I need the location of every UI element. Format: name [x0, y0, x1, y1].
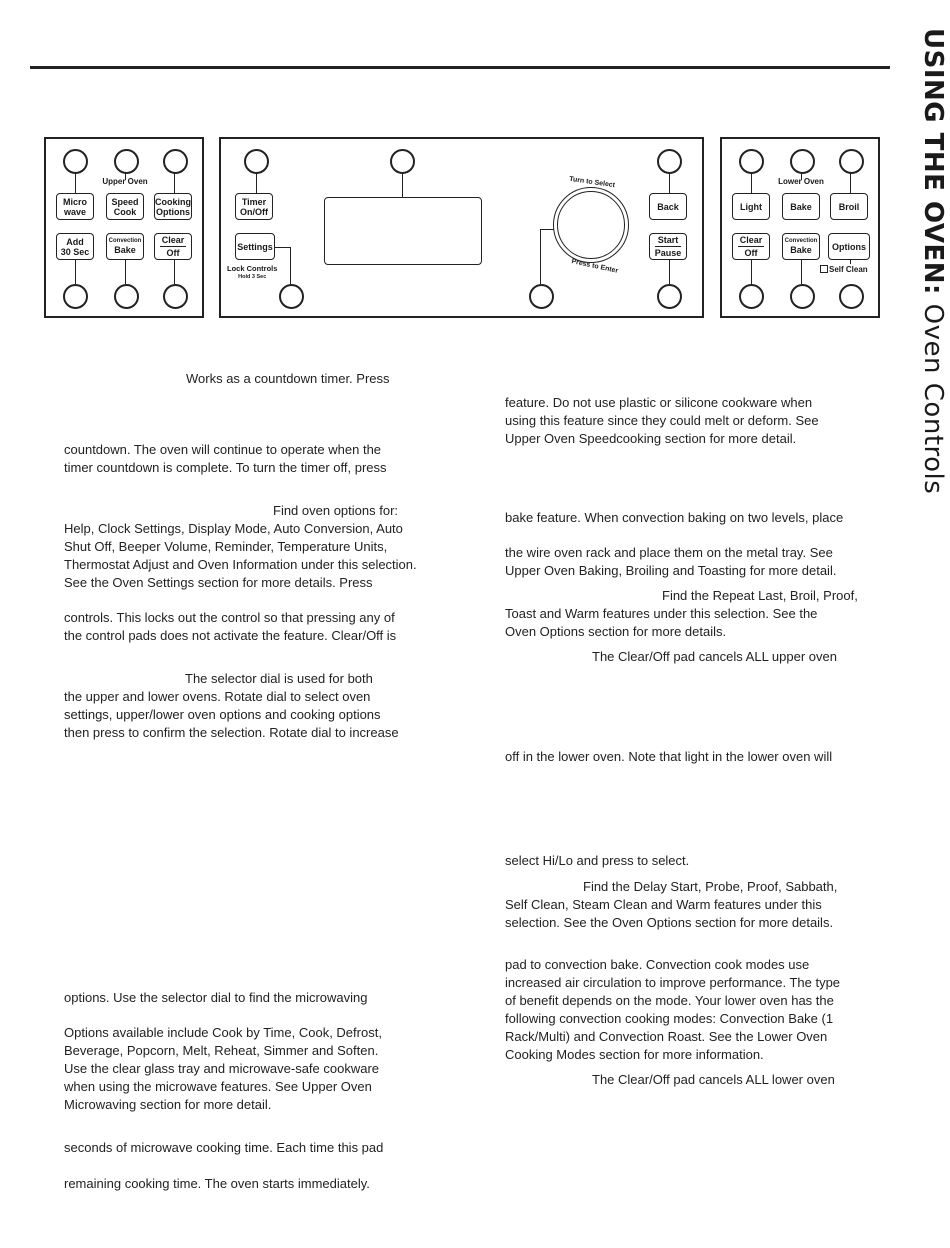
settings-description: Find oven options for: — [273, 503, 399, 518]
lock-controls-description: controls. This locks out the control so that pressing any of the control pads does not activate the feature. Clear/Off is — [64, 610, 397, 643]
callout-circle — [657, 284, 682, 309]
lower-convection-bake-description: pad to convection bake. Convection cook modes use increased air circulation to improve performance. The type of benefit depends on the mode. Your lower oven has the following convection cooking modes: Convection Bake (1 Rack/Multi) and Convection Roast. See the Lower Oven Cooking Modes section for more information. — [505, 957, 841, 1062]
lower-convection-bake-button[interactable]: Convection Bake — [782, 233, 820, 260]
callout-circle — [244, 149, 269, 174]
lower-clear-off-description: The Clear/Off pad cancels ALL lower oven — [592, 1072, 835, 1087]
cooking-options-button[interactable]: Cooking Options — [154, 193, 192, 220]
upper-clear-off-description: The Clear/Off pad cancels ALL upper oven — [592, 649, 837, 664]
upper-oven-label: Upper Oven — [102, 177, 148, 186]
callout-circle — [657, 149, 682, 174]
display-screen — [324, 197, 482, 265]
options-button[interactable]: Options — [828, 233, 870, 260]
add-30-sec-description: seconds of microwave cooking time. Each time this pad — [64, 1140, 384, 1155]
speed-cook-button[interactable]: Speed Cook — [106, 193, 144, 220]
microwave-button[interactable]: Micro wave — [56, 193, 94, 220]
callout-circle — [529, 284, 554, 309]
center-control-panel — [219, 137, 704, 318]
self-clean-label: Self Clean — [820, 265, 868, 274]
callout-circle — [739, 149, 764, 174]
dial-top-label: Turn to Select — [568, 175, 616, 190]
lower-clear-off-button[interactable]: Clear Off — [732, 233, 770, 260]
callout-circle — [114, 149, 139, 174]
light-description: off in the lower oven. Note that light in the lower oven will — [505, 749, 833, 764]
selector-dial-description: The selector dial is used for both — [185, 671, 373, 686]
settings-description-cont: Help, Clock Settings, Display Mode, Auto Conversion, Auto Shut Off, Beeper Volume, Reminder, Temperature Units, Thermostat Adjust and Oven Information under this selection. See the Oven Settings section for more details. Press — [64, 521, 417, 590]
upper-convection-bake-button[interactable]: Convection Bake — [106, 233, 144, 260]
timer-button[interactable]: Timer On/Off — [235, 193, 273, 220]
callout-circle — [63, 149, 88, 174]
callout-circle — [739, 284, 764, 309]
broil-button[interactable]: Broil — [830, 193, 868, 220]
back-button[interactable]: Back — [649, 193, 687, 220]
speed-cook-description: feature. Do not use plastic or silicone cookware when using this feature since they could melt or deform. See Upper Oven Speedcooking section for more detail. — [505, 395, 819, 446]
timer-description-cont: countdown. The oven will continue to operate when the timer countdown is complete. To turn the timer off, press — [64, 442, 387, 475]
lock-controls-label: Lock Controls Hold 3 Sec — [227, 264, 278, 280]
dial-bottom-label: Press to Enter — [570, 258, 619, 275]
callout-circle — [63, 284, 88, 309]
cooking-options-description: Find the Repeat Last, Broil, Proof, — [662, 588, 858, 603]
light-button[interactable]: Light — [732, 193, 770, 220]
lower-oven-panel — [720, 137, 880, 318]
options-description-cont: Self Clean, Steam Clean and Warm features under this selection. See the Oven Options section for more details. — [505, 897, 834, 930]
selector-dial[interactable] — [557, 191, 625, 259]
callout-circle — [839, 284, 864, 309]
callout-circle — [790, 149, 815, 174]
callout-circle — [114, 284, 139, 309]
selector-dial-description-cont: the upper and lower ovens. Rotate dial to select oven settings, upper/lower oven options and cooking options then press to confirm the selection. Rotate dial to increase — [64, 689, 399, 740]
upper-oven-panel — [44, 137, 204, 318]
start-pause-button[interactable]: Start Pause — [649, 233, 687, 260]
add-30-sec-button[interactable]: Add 30 Sec — [56, 233, 94, 260]
upper-convection-bake-description-cont: the wire oven rack and place them on the metal tray. See Upper Oven Baking, Broiling and Toasting for more detail. — [505, 545, 837, 578]
microwave-description: options. Use the selector dial to find the microwaving — [64, 990, 368, 1005]
self-clean-box-icon — [820, 265, 828, 273]
section-title-light: Oven Controls — [918, 294, 948, 495]
callout-circle — [790, 284, 815, 309]
add-30-sec-description-cont: remaining cooking time. The oven starts immediately. — [64, 1176, 370, 1191]
callout-circle — [390, 149, 415, 174]
callout-circle — [839, 149, 864, 174]
timer-description: Works as a countdown timer. Press — [186, 371, 390, 386]
upper-convection-bake-description: bake feature. When convection baking on two levels, place — [505, 510, 844, 525]
lower-bake-button[interactable]: Bake — [782, 193, 820, 220]
callout-circle — [163, 284, 188, 309]
callout-circle — [163, 149, 188, 174]
section-title — [918, 28, 948, 495]
callout-circle — [279, 284, 304, 309]
cooking-options-description-cont: Toast and Warm features under this selection. See the Oven Options section for more details. — [505, 606, 818, 639]
broil-description: select Hi/Lo and press to select. — [505, 853, 690, 868]
microwave-options-description: Options available include Cook by Time, Cook, Defrost, Beverage, Popcorn, Melt, Reheat, Simmer and Soften. Use the clear glass tray and microwave-safe cookware when using the microwave features. See Upper Oven Microwaving section for more detail. — [64, 1025, 382, 1112]
lower-oven-label: Lower Oven — [778, 177, 824, 186]
section-title-bold: USING THE OVEN: — [918, 28, 948, 295]
top-rule — [30, 66, 890, 69]
upper-clear-off-button[interactable]: Clear Off — [154, 233, 192, 260]
options-description: Find the Delay Start, Probe, Proof, Sabbath, — [583, 879, 838, 894]
settings-button[interactable]: Settings — [235, 233, 275, 260]
